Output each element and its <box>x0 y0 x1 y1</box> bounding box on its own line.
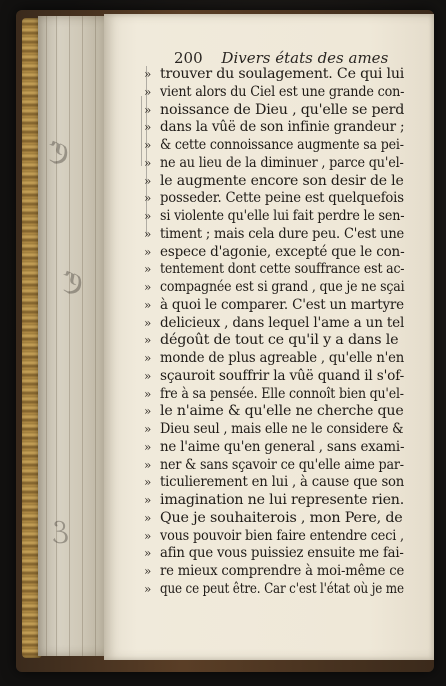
quote-mark: » <box>144 457 152 472</box>
line-text: imagination ne lui represente rien. <box>160 492 405 508</box>
text-line <box>144 243 405 262</box>
margin-pencil-mark <box>141 96 142 166</box>
quote-mark: » <box>144 244 152 259</box>
line-text: compagnée est si grand , que je ne sçai <box>160 279 405 295</box>
text-line <box>144 527 404 546</box>
quote-mark: » <box>144 84 152 99</box>
quote-mark: » <box>144 564 152 578</box>
line-text: & cette connoissance augmente sa pei- <box>160 137 404 153</box>
text-line <box>144 438 405 457</box>
text-line <box>144 66 405 84</box>
text-line <box>144 296 404 315</box>
line-text: vous pouvoir bien faire entendre ceci , <box>160 527 404 544</box>
quote-mark: » <box>144 173 152 188</box>
text-line <box>144 101 405 120</box>
text-line <box>144 509 403 528</box>
line-text: fre à sa pensée. Elle connoît bien qu'el- <box>160 385 404 402</box>
bleed-through-mark: ℰ <box>52 516 71 551</box>
text-line <box>144 563 405 581</box>
text-line <box>144 421 404 439</box>
line-text: le n'aime & qu'elle ne cherche que <box>160 403 404 420</box>
text-line <box>144 367 405 386</box>
quote-mark: » <box>144 386 152 401</box>
text-line <box>144 83 405 102</box>
text-line <box>144 119 405 137</box>
quote-mark: » <box>144 280 152 294</box>
line-text: sçauroit souffrir la vûë quand il s'of- <box>160 367 405 384</box>
text-line <box>144 154 404 173</box>
line-text: afin que vous puissiez ensuite me fai- <box>160 545 404 562</box>
line-text: ner & sans sçavoir ce qu'elle aime par- <box>160 456 404 473</box>
text-line <box>144 403 404 421</box>
quote-mark: » <box>144 404 152 419</box>
text-line <box>144 225 405 244</box>
line-text: vient alors du Ciel est une grande con- <box>160 83 405 100</box>
quote-mark: » <box>144 138 152 152</box>
quote-mark: » <box>144 333 152 348</box>
quote-mark: » <box>144 510 152 525</box>
line-text: si violente qu'elle lui fait perdre le sen- <box>160 208 405 224</box>
line-text: monde de plus agreable , qu'elle n'en <box>160 350 405 366</box>
line-text: ne l'aime qu'en general , sans exami- <box>160 438 405 455</box>
running-title: Divers états des ames <box>221 49 389 67</box>
line-text: noissance de Dieu , qu'elle se perd <box>160 101 405 118</box>
text-line <box>144 350 405 368</box>
line-text: dégoût de tout ce qu'il y a dans le <box>160 332 399 349</box>
text-line <box>144 261 405 279</box>
line-text: espece d'agonie, excepté que le con- <box>160 243 405 260</box>
quote-mark: » <box>144 422 152 436</box>
text-line <box>144 279 405 297</box>
text-line <box>144 580 404 599</box>
quote-mark: » <box>144 546 152 561</box>
text-line <box>144 137 404 155</box>
quote-mark: » <box>144 120 152 135</box>
quote-mark: » <box>144 315 152 330</box>
page-header <box>174 49 388 67</box>
line-text: dans la vûë de son infinie grandeur ; <box>160 119 405 136</box>
quote-mark: » <box>144 439 152 454</box>
page-number: 200 <box>174 49 203 67</box>
text-line <box>144 314 405 333</box>
text-line <box>144 456 404 475</box>
line-text: delicieux , dans lequel l'ame a un tel <box>160 314 405 331</box>
quote-mark: » <box>144 528 152 543</box>
quote-mark: » <box>144 581 152 596</box>
line-text: que ce peut être. Car c'est l'état où je me <box>160 580 404 597</box>
text-line <box>144 492 405 510</box>
quote-mark: » <box>144 226 152 241</box>
page-stack <box>38 16 110 656</box>
line-text: tentement dont cette souffrance est ac- <box>160 261 405 278</box>
text-line <box>144 545 404 563</box>
quote-mark: » <box>144 493 152 507</box>
quote-mark: » <box>144 67 152 81</box>
text-line <box>144 474 405 492</box>
line-text: ticulierement en lui , à cause que son <box>160 474 405 491</box>
line-text: Que je souhaiterois , mon Pere, de <box>160 509 403 526</box>
line-text: Dieu seul , mais elle ne le considere & <box>160 421 404 437</box>
quote-mark: » <box>144 475 152 490</box>
text-line <box>144 208 405 226</box>
quote-mark: » <box>144 262 152 277</box>
text-line <box>144 190 404 208</box>
quote-mark: » <box>144 209 152 223</box>
text-line <box>144 332 399 350</box>
text-line <box>144 172 404 191</box>
body-text <box>144 66 405 599</box>
line-text: le augmente encore son desir de le <box>160 172 404 189</box>
line-text: re mieux comprendre à moi-même ce <box>160 563 405 579</box>
quote-mark: » <box>144 297 152 312</box>
line-text: posseder. Cette peine est quelquefois <box>160 190 404 207</box>
bleed-through-mark: ℭ <box>62 266 84 301</box>
line-text: ne au lieu de la diminuer , parce qu'el- <box>160 154 404 171</box>
line-text: à quoi le comparer. C'est un martyre <box>160 296 404 313</box>
quote-mark: » <box>144 102 152 117</box>
text-line <box>144 385 404 404</box>
line-text: trouver du soulagement. Ce qui lui <box>160 66 405 82</box>
quote-mark: » <box>144 351 152 365</box>
quote-mark: » <box>144 368 152 383</box>
quote-mark: » <box>144 191 152 206</box>
bleed-through-mark: ℭ <box>48 136 70 171</box>
quote-mark: » <box>144 155 152 170</box>
line-text: timent ; mais cela dure peu. C'est une <box>160 225 405 242</box>
